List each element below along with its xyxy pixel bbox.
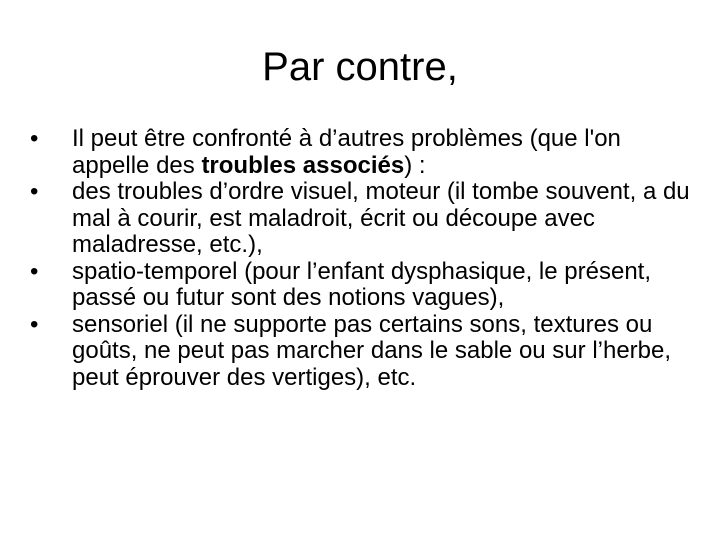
bullet-text-intro: Il peut être confronté à d’autres problèmes (que l'on appelle des xyxy=(72,125,621,179)
bullet-text: sensoriel (il ne supporte pas certains sons, textures ou goûts, ne peut pas marcher dans le sable ou sur l’herbe, peut éprouver des vertiges), etc. xyxy=(72,310,672,391)
bullet-item-spatio-temporel xyxy=(30,259,698,312)
bullet-item-visuel-moteur xyxy=(30,179,698,259)
bullet-item-sensoriel xyxy=(30,312,698,392)
bullet-icon: • xyxy=(30,257,39,285)
bullet-icon: • xyxy=(30,310,39,338)
bullet-icon: • xyxy=(30,178,39,205)
bullet-list xyxy=(30,126,698,391)
bold-term: troubles associés xyxy=(201,151,405,179)
bullet-text: spatio-temporel (pour l’enfant dysphasique, le présent, passé ou futur sont des notions vagues), xyxy=(72,257,651,311)
bullet-text-intro-end: ) : xyxy=(404,151,426,179)
bullet-item-troubles-associes xyxy=(30,126,698,179)
bullet-icon: • xyxy=(30,125,39,152)
bullet-text: des troubles d’ordre visuel, moteur (il tombe souvent, a du mal à courir, est maladroit, écrit ou découpe avec maladresse, etc.), xyxy=(72,178,690,258)
slide-title: Par contre, xyxy=(262,45,458,89)
